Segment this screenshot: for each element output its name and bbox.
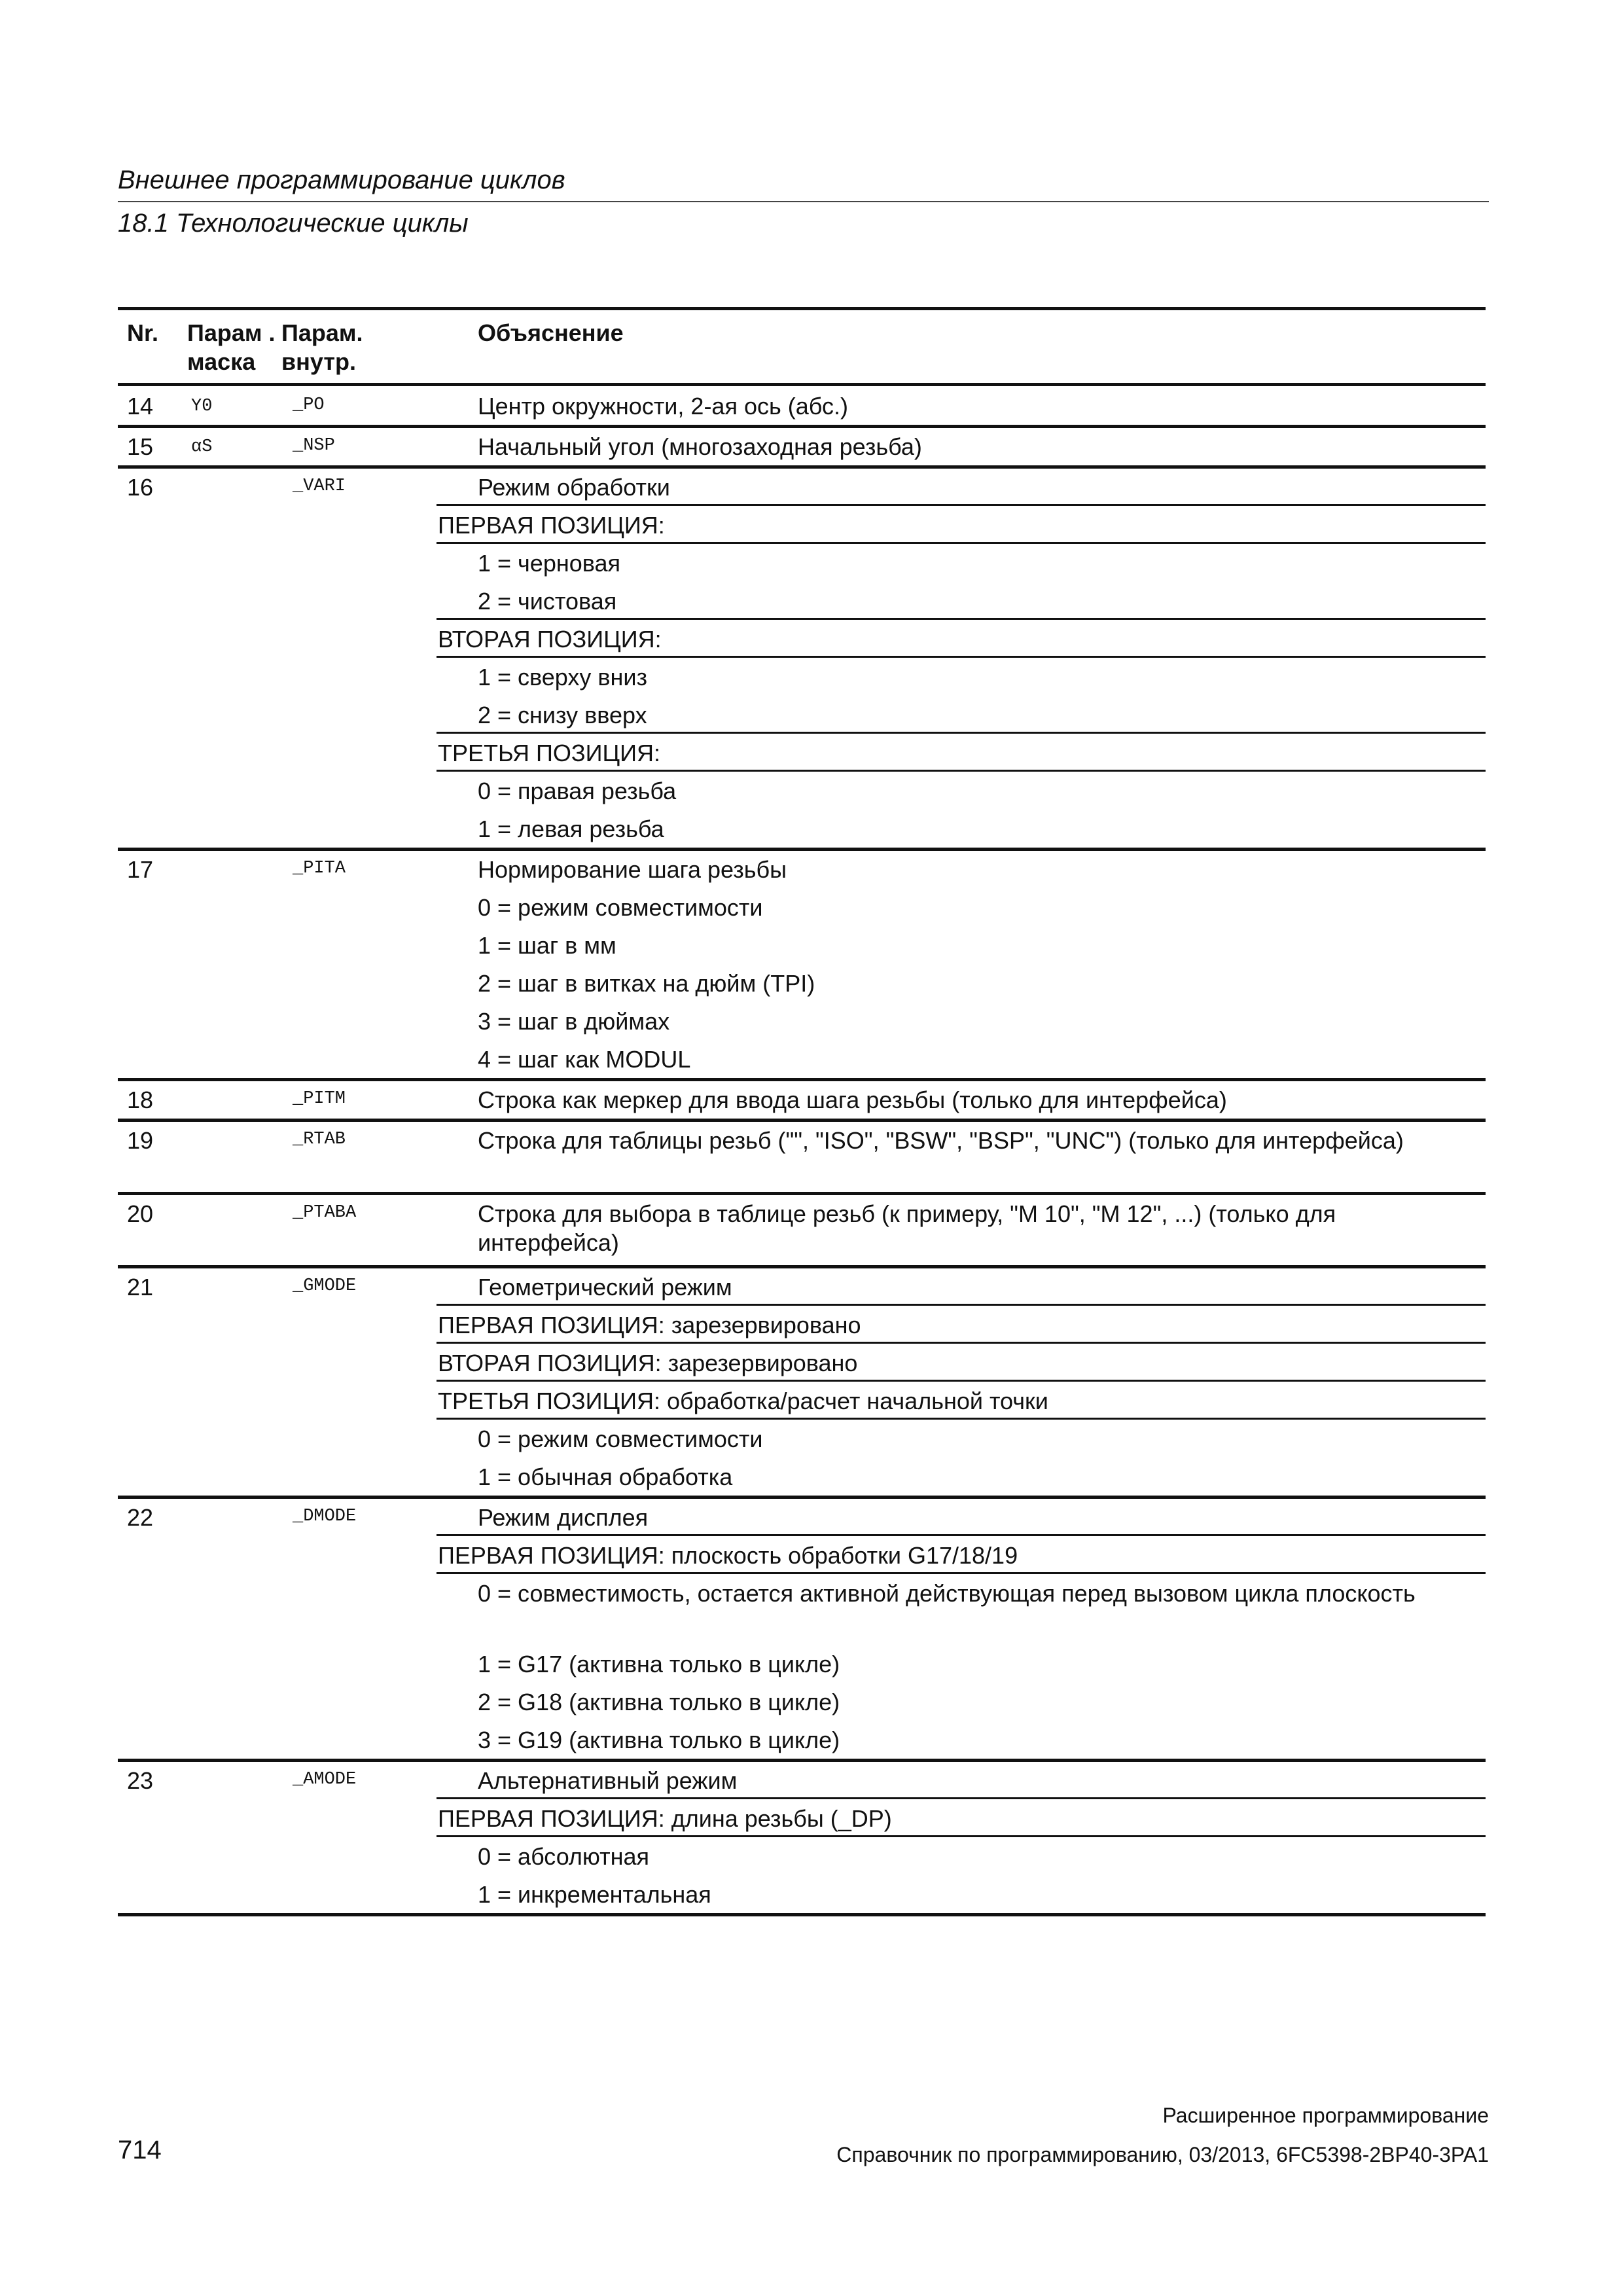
position-heading: ПЕРВАЯ ПОЗИЦИЯ: зарезервировано xyxy=(438,1312,861,1338)
column-header-nr: Nr. xyxy=(127,319,159,346)
row-number: 17 xyxy=(127,856,154,883)
row-number: 14 xyxy=(127,393,154,420)
param-mask: αS xyxy=(191,437,213,457)
position-heading: ПЕРВАЯ ПОЗИЦИЯ: длина резьбы (_DP) xyxy=(438,1805,892,1832)
page-number: 714 xyxy=(118,2136,162,2164)
explanation-line: 0 = абсолютная xyxy=(478,1843,650,1870)
column-header-internal: Парам. внутр. xyxy=(281,319,363,375)
row-divider xyxy=(118,1192,1486,1195)
footer-reference: Справочник по программированию, 03/2013, 6FC5398-2BP40-3PA1 xyxy=(836,2143,1489,2166)
param-internal: _NSP xyxy=(293,436,335,456)
sub-rule xyxy=(437,1572,1486,1574)
param-mask: Y0 xyxy=(191,397,213,416)
explanation-line: Геометрический режим xyxy=(478,1274,732,1300)
sub-rule xyxy=(437,732,1486,734)
header-bottom-rule xyxy=(118,383,1486,386)
explanation-line: 2 = чистовая xyxy=(478,588,617,615)
explanation-line: 1 = левая резьба xyxy=(478,816,664,842)
explanation-line: Центр окружности, 2-ая ось (абс.) xyxy=(478,393,848,420)
row-number: 19 xyxy=(127,1127,154,1154)
position-heading: ТРЕТЬЯ ПОЗИЦИЯ: xyxy=(438,740,661,766)
explanation-line: 1 = инкрементальная xyxy=(478,1881,711,1908)
sub-rule xyxy=(437,770,1486,772)
footer-title: Расширенное программирование xyxy=(1162,2104,1489,2127)
explanation-line: Нормирование шага резьбы xyxy=(478,856,787,883)
explanation-line: Режим дисплея xyxy=(478,1504,649,1531)
row-divider xyxy=(118,1078,1486,1081)
explanation-line: 0 = совместимость, остается активной действующая перед вызовом цикла плоскость xyxy=(478,1580,1416,1607)
section-title: 18.1 Технологические циклы xyxy=(118,209,469,238)
explanation-line: 3 = G19 (активна только в цикле) xyxy=(478,1727,840,1753)
param-internal: _PITA xyxy=(293,859,346,878)
table-top-rule xyxy=(118,307,1486,310)
sub-rule xyxy=(437,1797,1486,1799)
explanation-line: 1 = шаг в мм xyxy=(478,932,616,959)
position-heading: ВТОРАЯ ПОЗИЦИЯ: xyxy=(438,626,662,653)
explanation-line: 1 = G17 (активна только в цикле) xyxy=(478,1651,840,1677)
row-divider xyxy=(118,425,1486,428)
param-internal: _AMODE xyxy=(293,1770,357,1789)
position-heading: ВТОРАЯ ПОЗИЦИЯ: зарезервировано xyxy=(438,1350,858,1376)
explanation-line: Альтернативный режим xyxy=(478,1767,738,1794)
sub-rule xyxy=(437,504,1486,506)
explanation-line: Начальный угол (многозаходная резьба) xyxy=(478,433,922,460)
row-number: 22 xyxy=(127,1504,154,1531)
row-number: 21 xyxy=(127,1274,154,1300)
row-divider xyxy=(118,1265,1486,1268)
param-internal: _PO xyxy=(293,395,325,415)
row-number: 20 xyxy=(127,1200,154,1227)
sub-rule xyxy=(437,1534,1486,1536)
row-divider xyxy=(118,1496,1486,1499)
row-divider xyxy=(118,465,1486,469)
param-internal: _PITM xyxy=(293,1089,346,1109)
explanation-line: 4 = шаг как MODUL xyxy=(478,1046,691,1073)
row-divider xyxy=(118,1913,1486,1916)
param-internal: _PTABA xyxy=(293,1203,357,1223)
explanation-line: Строка как меркер для ввода шага резьбы (только для интерфейса) xyxy=(478,1086,1227,1113)
row-number: 23 xyxy=(127,1767,154,1794)
explanation-line: Режим обработки xyxy=(478,474,670,501)
explanation-line: Строка для таблицы резьб ("", "ISO", "BSW", "BSP", "UNC") (только для интерфейса) xyxy=(478,1127,1404,1154)
position-heading: ПЕРВАЯ ПОЗИЦИЯ: плоскость обработки G17/18/19 xyxy=(438,1542,1018,1569)
column-header-explanation: Объяснение xyxy=(478,319,624,346)
param-internal: _GMODE xyxy=(293,1276,357,1296)
row-divider xyxy=(118,1759,1486,1762)
sub-rule xyxy=(437,618,1486,620)
position-heading: ТРЕТЬЯ ПОЗИЦИЯ: обработка/расчет начальной точки xyxy=(438,1388,1048,1414)
explanation-line: 2 = шаг в витках на дюйм (TPI) xyxy=(478,970,815,997)
explanation-line: 1 = сверху вниз xyxy=(478,664,648,691)
sub-rule xyxy=(437,656,1486,658)
column-header-mask: Парам . маска xyxy=(187,319,276,375)
chapter-title: Внешнее программирование циклов xyxy=(118,166,565,194)
sub-rule xyxy=(437,1418,1486,1420)
sub-rule xyxy=(437,1342,1486,1344)
position-heading: ПЕРВАЯ ПОЗИЦИЯ: xyxy=(438,512,665,539)
header-divider xyxy=(118,201,1489,202)
sub-rule xyxy=(437,1380,1486,1382)
explanation-line: 2 = снизу вверх xyxy=(478,702,647,728)
explanation-line: Строка для выбора в таблице резьб (к примеру, "М 10", "М 12", ...) (только для интерфейса) xyxy=(478,1200,1336,1256)
sub-rule xyxy=(437,1304,1486,1306)
row-number: 18 xyxy=(127,1086,154,1113)
row-divider xyxy=(118,1119,1486,1122)
explanation-line: 0 = режим совместимости xyxy=(478,894,763,921)
param-internal: _RTAB xyxy=(293,1130,346,1149)
row-divider xyxy=(118,848,1486,851)
explanation-line: 0 = правая резьба xyxy=(478,778,677,804)
explanation-line: 0 = режим совместимости xyxy=(478,1426,763,1452)
parameter-table xyxy=(118,307,1486,1914)
sub-rule xyxy=(437,542,1486,544)
explanation-line: 2 = G18 (активна только в цикле) xyxy=(478,1689,840,1715)
explanation-line: 3 = шаг в дюймах xyxy=(478,1008,670,1035)
explanation-line: 1 = обычная обработка xyxy=(478,1463,733,1490)
param-internal: _DMODE xyxy=(293,1507,357,1526)
param-internal: _VARI xyxy=(293,476,346,496)
sub-rule xyxy=(437,1835,1486,1837)
explanation-line: 1 = черновая xyxy=(478,550,620,577)
row-number: 16 xyxy=(127,474,154,501)
row-number: 15 xyxy=(127,433,154,460)
